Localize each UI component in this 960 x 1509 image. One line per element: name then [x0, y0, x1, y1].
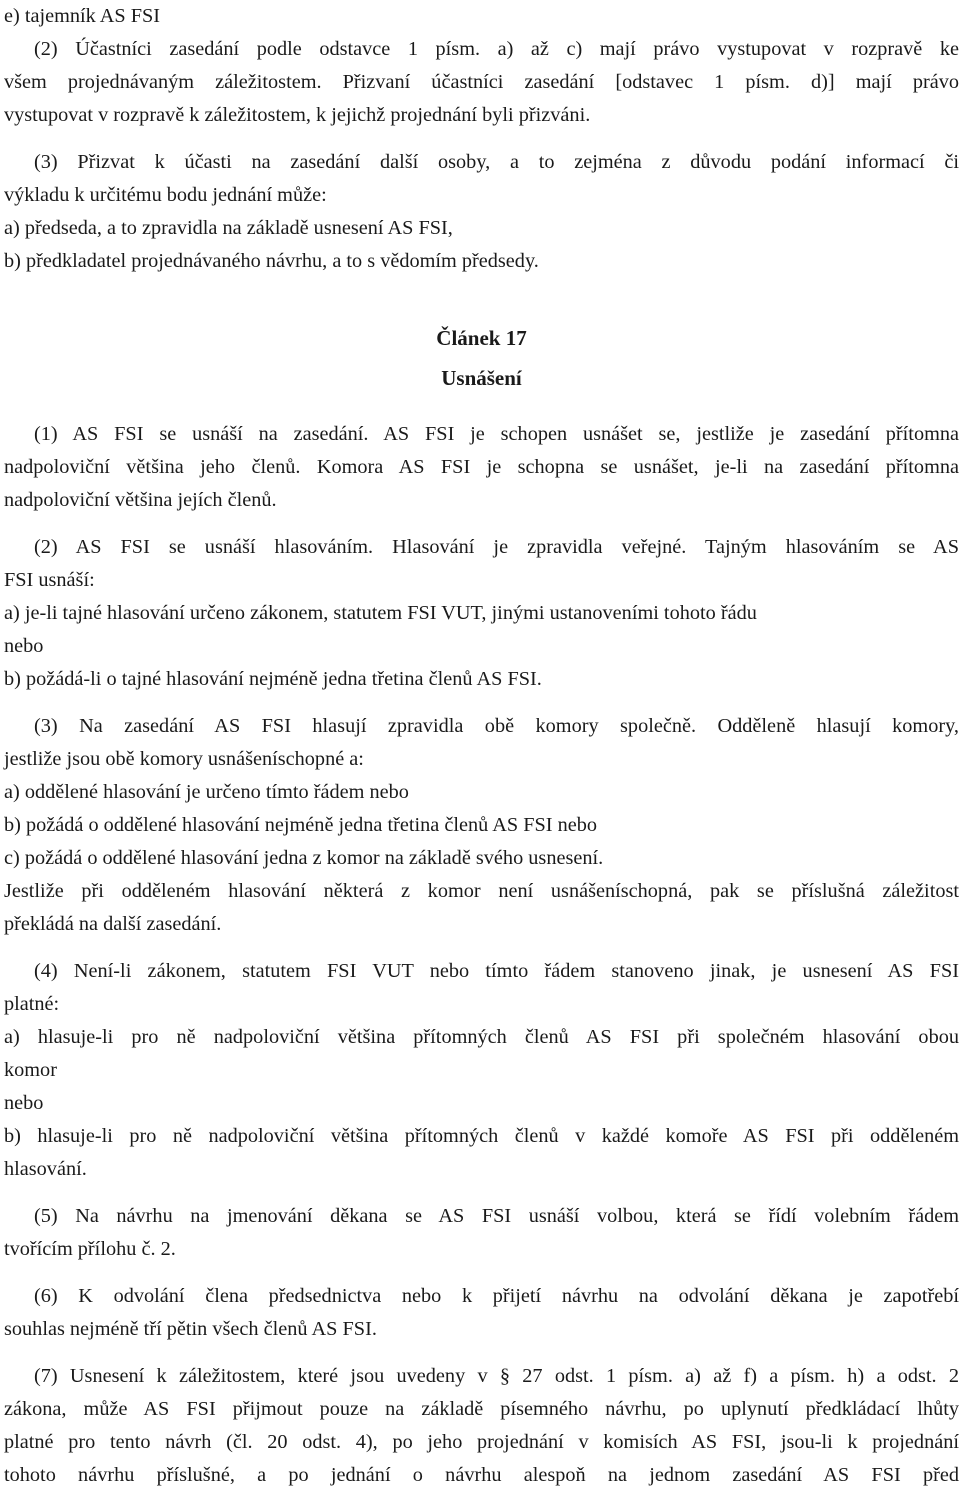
paragraph-7-resolutions — [4, 1360, 959, 1492]
text-line: nadpoloviční většina jeho členů. Komora AS FSI je schopna se usnášet, je-li na zasedání přítomna — [4, 456, 959, 478]
text-line: (2) AS FSI se usnáší hlasováním. Hlasování je zpravidla veřejné. Tajným hlasováním se AS — [34, 536, 959, 558]
paragraph-6-dismissal — [4, 1280, 959, 1346]
list-item: b) požádá-li o tajné hlasování nejméně jedna třetina členů AS FSI. — [4, 668, 542, 690]
text-line: zákona, může AS FSI přijmout pouze na základě písemného návrhu, po uplynutí předkládací lhůty — [4, 1398, 959, 1420]
list-item-e: e) tajemník AS FSI — [4, 5, 161, 27]
text-line: všem projednávaným záležitostem. Přizvaní účastníci zasedání [odstavec 1 písm. d)] mají právo — [4, 71, 959, 93]
text-line: překládá na další zasedání. — [4, 913, 222, 935]
article-title: Usnášení — [441, 366, 522, 390]
paragraph-2-voting — [4, 531, 959, 696]
text-line: platné pro tento návrh (čl. 20 odst. 4), po jeho projednání v komisích AS FSI, jsou-li k projednání — [4, 1431, 959, 1453]
text-line: tohoto návrhu příslušné, a po jednání o návrhu alespoň na jednom zasedání AS FSI před — [4, 1464, 959, 1486]
text-line: nebo — [4, 1092, 44, 1114]
paragraph-1-quorum — [4, 418, 959, 517]
text-line: (3) Na zasedání AS FSI hlasují zpravidla obě komory společně. Odděleně hlasují komory, — [34, 715, 959, 737]
text-line: FSI usnáší: — [4, 569, 95, 591]
paragraph-3-chambers — [4, 710, 959, 941]
text-line: nebo — [4, 635, 44, 657]
paragraph-3-invited — [4, 146, 959, 278]
list-item: a) je-li tajné hlasování určeno zákonem, statutem FSI VUT, jinými ustanoveními tohoto řádu — [4, 602, 757, 624]
list-item: a) oddělené hlasování je určeno tímto řádem nebo — [4, 781, 409, 803]
text-line: komor — [4, 1059, 57, 1081]
text-line: tvořícím přílohu č. 2. — [4, 1238, 176, 1260]
paragraph-5-dean-election — [4, 1200, 959, 1266]
text-line: (1) AS FSI se usnáší na zasedání. AS FSI je schopen usnášet se, jestliže je zasedání přítomna — [34, 423, 959, 445]
text-line: (6) K odvolání člena předsednictva nebo k přijetí návrhu na odvolání děkana je zapotřebí — [34, 1285, 959, 1307]
text-line: jestliže jsou obě komory usnášeníschopné a: — [4, 748, 364, 770]
list-item: b) hlasuje-li pro ně nadpoloviční většina přítomných členů v každé komoře AS FSI při odděleném — [4, 1125, 959, 1147]
list-item: a) hlasuje-li pro ně nadpoloviční většina přítomných členů AS FSI při společném hlasování obou — [4, 1026, 959, 1048]
list-item: a) předseda, a to zpravidla na základě usnesení AS FSI, — [4, 217, 453, 239]
text-line: výkladu k určitému bodu jednání může: — [4, 184, 327, 206]
text-line: nadpoloviční většina jejích členů. — [4, 489, 277, 511]
list-item: b) požádá o oddělené hlasování nejméně jedna třetina členů AS FSI nebo — [4, 814, 598, 836]
text-line: (4) Není-li zákonem, statutem FSI VUT nebo tímto řádem stanoveno jinak, je usnesení AS FSI — [34, 960, 959, 982]
text-line: souhlas nejméně tří pětin všech členů AS FSI. — [4, 1318, 377, 1340]
list-item: b) předkladatel projednávaného návrhu, a to s vědomím předsedy. — [4, 250, 539, 272]
text-line: platné: — [4, 993, 60, 1015]
text-line: Jestliže při odděleném hlasování některá z komor není usnášeníschopná, pak se příslušná záležitost — [4, 880, 959, 902]
text-line: (5) Na návrhu na jmenování děkana se AS FSI usnáší volbou, která se řídí volebním řádem — [34, 1205, 959, 1227]
text-line: hlasování. — [4, 1158, 87, 1180]
text-line: vystupovat v rozpravě k záležitostem, k jejichž projednání byli přizváni. — [4, 104, 591, 126]
list-item: c) požádá o oddělené hlasování jedna z komor na základě svého usnesení. — [4, 847, 604, 869]
document-page — [4, 0, 959, 1492]
paragraph-4-validity — [4, 955, 959, 1186]
article-number: Článek 17 — [436, 326, 527, 350]
text-line: (2) Účastníci zasedání podle odstavce 1 písm. a) až c) mají právo vystupovat v rozpravě ke — [34, 38, 959, 60]
text-line: (7) Usnesení k záležitostem, které jsou uvedeny v § 27 odst. 1 písm. a) až f) a písm. h) a odst. 2 — [34, 1365, 959, 1387]
paragraph-2-participants — [4, 33, 959, 132]
text-line: (3) Přizvat k účasti na zasedání další osoby, a to zejména z důvodu podání informací či — [34, 151, 959, 173]
article-heading — [4, 318, 959, 398]
